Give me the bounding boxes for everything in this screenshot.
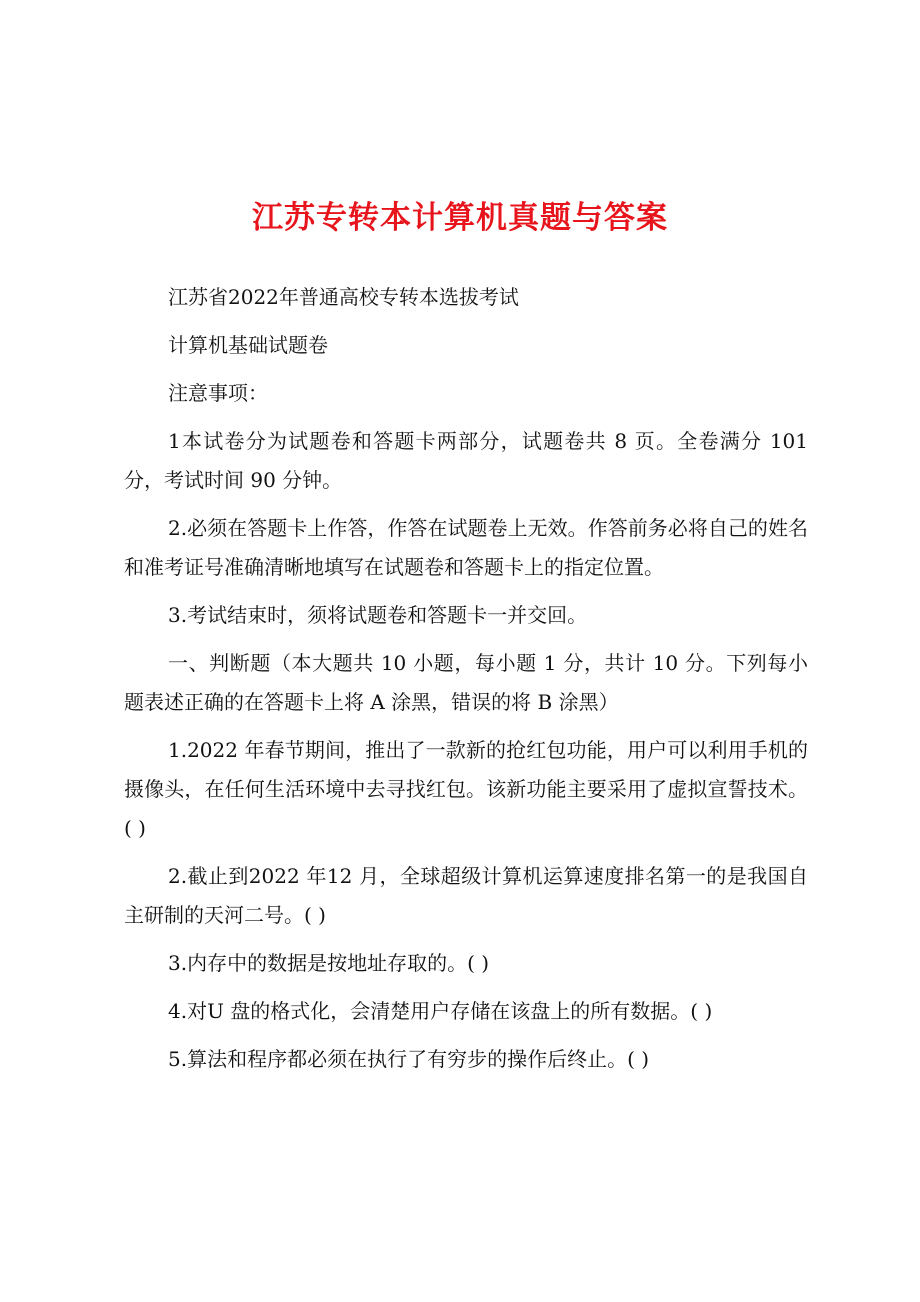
document-title: 江苏专转本计算机真题与答案 bbox=[252, 200, 668, 236]
notice-item-2: 2.必须在答题卡上作答，作答在试题卷上无效。作答前务必将自己的姓名和准考证号准确清晰地填写在试题卷和答题卡上的指定位置。 bbox=[124, 516, 808, 579]
paper-name: 计算机基础试题卷 bbox=[168, 333, 328, 357]
question-5: 5.算法和程序都必须在执行了有穷步的操作后终止。( ) bbox=[168, 1047, 650, 1071]
notice-item-3: 3.考试结束时，须将试题卷和答题卡一并交回。 bbox=[168, 603, 588, 627]
document-body bbox=[124, 278, 808, 1088]
question-4: 4.对U 盘的格式化，会清楚用户存储在该盘上的所有数据。( ) bbox=[168, 999, 713, 1023]
notice-heading: 注意事项： bbox=[168, 381, 268, 405]
question-3: 3.内存中的数据是按地址存取的。( ) bbox=[168, 951, 490, 975]
section-heading-true-false: 一、判断题（本大题共 10 小题，每小题 1 分，共计 10 分。下列每小题表述正确的在答题卡上将 A 涂黑，错误的将 B 涂黑） bbox=[124, 651, 808, 714]
notice-item-1: 1本试卷分为试题卷和答题卡两部分，试题卷共 8 页。全卷满分 101 分，考试时间 90 分钟。 bbox=[124, 429, 808, 492]
question-2: 2.截止到2022 年12 月，全球超级计算机运算速度排名第一的是我国自主研制的天河二号。( ) bbox=[124, 864, 808, 927]
question-1: 1.2022 年春节期间，推出了一款新的抢红包功能，用户可以利用手机的摄像头，在任何生活环境中去寻找红包。该新功能主要采用了虚拟宣誓技术。( ) bbox=[124, 738, 808, 840]
exam-heading: 江苏省2022年普通高校专转本选拔考试 bbox=[168, 285, 519, 309]
